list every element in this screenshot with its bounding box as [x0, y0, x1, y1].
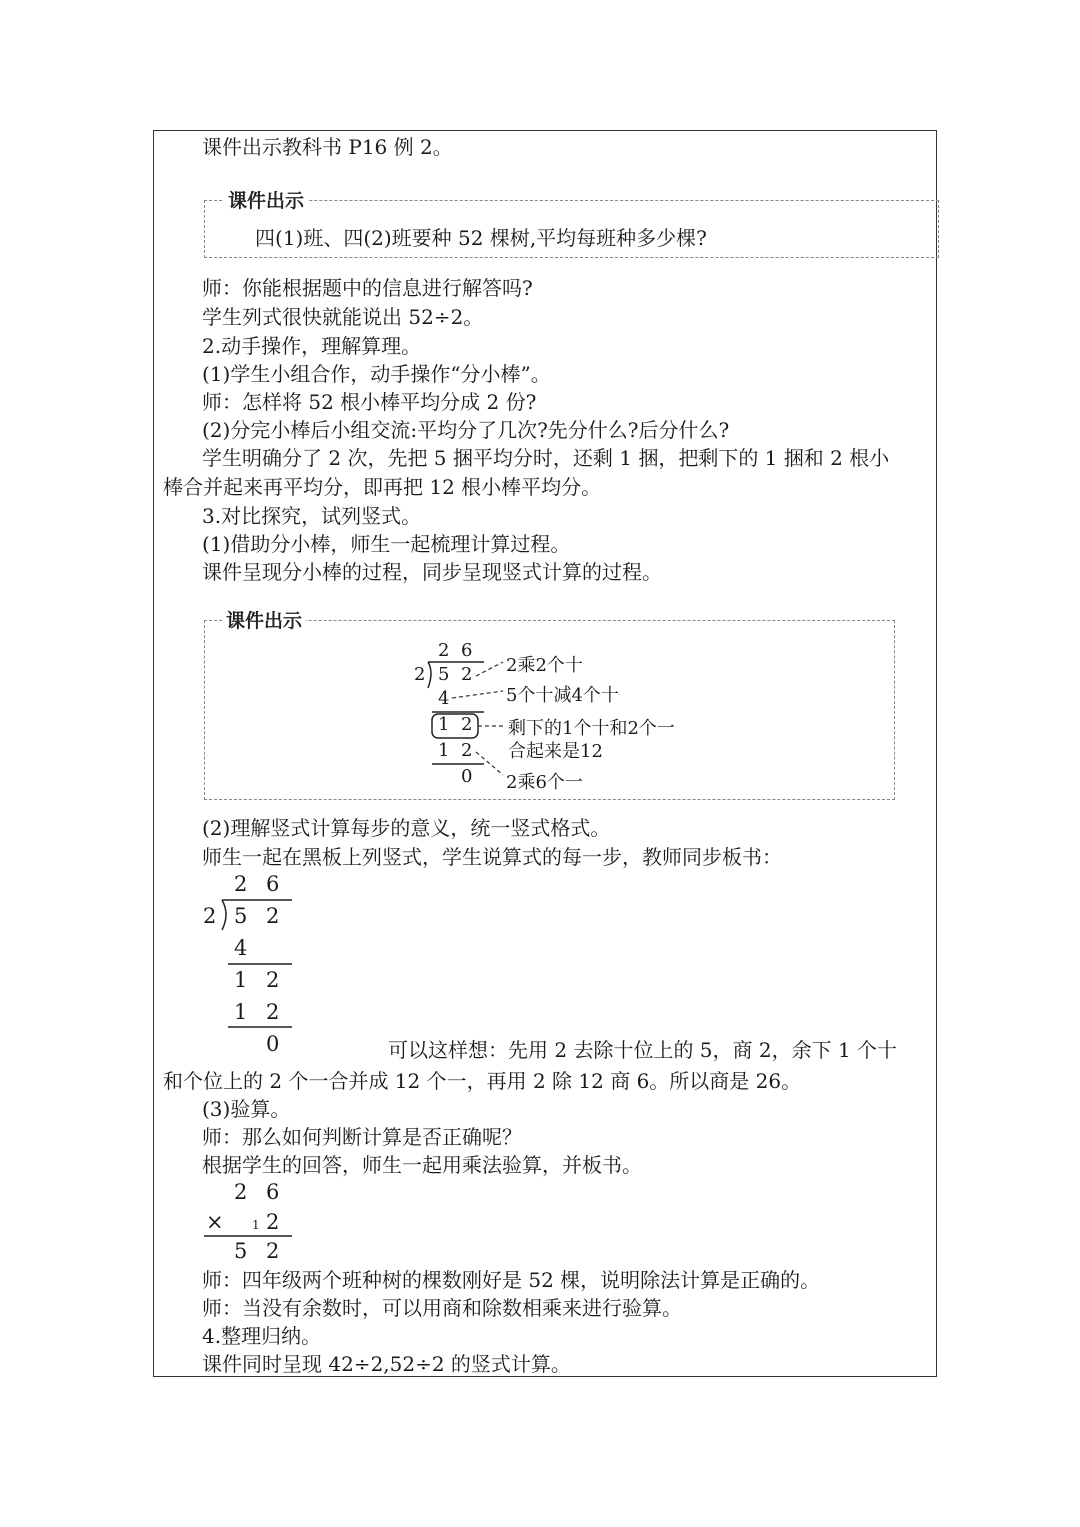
section-heading: 2.动手操作，理解算理。	[202, 334, 422, 358]
final-remainder: 0	[461, 766, 473, 787]
text-line: 课件同时呈现 42÷2,52÷2 的竖式计算。	[202, 1352, 571, 1376]
subtract-digit: 4	[438, 688, 450, 709]
quotient-digit: 2	[234, 872, 248, 896]
subtract-digit: 2	[461, 740, 473, 761]
multiplier-digit: 2	[266, 1210, 280, 1234]
text-line: 课件呈现分小棒的过程，同步呈现竖式计算的过程。	[202, 560, 662, 584]
divisor: 2	[203, 904, 217, 928]
section-heading: 4.整理归纳。	[202, 1324, 322, 1348]
remainder-digit: 1	[438, 714, 450, 735]
product-digit: 5	[234, 1239, 248, 1263]
annotation: 合起来是12	[508, 741, 603, 762]
subtract-digit: 2	[266, 1000, 280, 1024]
text-line: 师生一起在黑板上列竖式，学生说算式的每一步，教师同步板书：	[202, 845, 782, 869]
quotient-digit: 2	[438, 640, 450, 661]
quotient-digit: 6	[461, 640, 473, 661]
dividend-digit: 5	[234, 904, 248, 928]
final-remainder: 0	[266, 1032, 280, 1056]
remainder-digit: 1	[234, 968, 248, 992]
annotation: 剩下的1个十和2个一	[508, 718, 675, 739]
dividend-digit: 2	[266, 904, 280, 928]
text-line: (1)学生小组合作，动手操作“分小棒”。	[202, 362, 551, 386]
intro-line: 课件出示教科书 P16 例 2。	[202, 135, 453, 159]
text-line: (1)借助分小棒，师生一起梳理计算过程。	[202, 532, 571, 556]
text-line: 棒合并起来再平均分，即再把 12 根小棒平均分。	[163, 475, 602, 499]
courseware-title-2: 课件出示	[222, 606, 306, 633]
quotient-digit: 6	[266, 872, 280, 896]
text-line: 学生明确分了 2 次，先把 5 捆平均分时，还剩 1 捆，把剩下的 1 捆和 2 根小	[202, 446, 890, 470]
section-heading: 3.对比探究，试列竖式。	[202, 504, 422, 528]
text-line: 师：四年级两个班种树的棵数刚好是 52 棵，说明除法计算是正确的。	[202, 1268, 821, 1292]
text-line: (2)分完小棒后小组交流:平均分了几次?先分什么?后分什么?	[202, 418, 730, 442]
subtract-digit: 1	[438, 740, 450, 761]
text-line: 师：你能根据题中的信息进行解答吗?	[202, 276, 533, 300]
remainder-digit: 2	[266, 968, 280, 992]
annotation: 2乘2个十	[506, 655, 583, 676]
multiplicand-digit: 6	[266, 1180, 280, 1204]
remainder-digit: 2	[461, 714, 473, 735]
annotation: 2乘6个一	[506, 772, 583, 793]
divisor: 2	[414, 664, 426, 685]
subtract-digit: 1	[234, 1000, 248, 1024]
text-line: (3)验算。	[202, 1097, 291, 1121]
text-line: 学生列式很快就能说出 52÷2。	[202, 305, 484, 329]
text-line: 根据学生的回答，师生一起用乘法验算，并板书。	[202, 1153, 642, 1177]
text-line: 师：怎样将 52 根小棒平均分成 2 份?	[202, 390, 537, 414]
text-line: 师：当没有余数时，可以用商和除数相乘来进行验算。	[202, 1296, 682, 1320]
explain-line: 和个位上的 2 个一合并成 12 个一，再用 2 除 12 商 6。所以商是 26。	[163, 1069, 802, 1093]
annotation: 5个十减4个十	[506, 685, 619, 706]
text-line: (2)理解竖式计算每步的意义，统一竖式格式。	[202, 816, 611, 840]
courseware-title-1: 课件出示	[224, 186, 308, 213]
dividend-digit: 2	[461, 664, 473, 685]
problem-text: 四(1)班、四(2)班要种 52 棵树,平均每班种多少棵?	[255, 226, 707, 250]
carry-digit: 1	[252, 1218, 260, 1232]
explain-line: 可以这样想：先用 2 去除十位上的 5，商 2，余下 1 个十	[388, 1038, 898, 1062]
product-digit: 2	[266, 1239, 280, 1263]
multiplicand-digit: 2	[234, 1180, 248, 1204]
text-line: 师：那么如何判断计算是否正确呢？	[202, 1125, 522, 1149]
subtract-digit: 4	[234, 936, 248, 960]
dividend-digit: 5	[438, 664, 450, 685]
times-sign: ×	[206, 1210, 224, 1234]
